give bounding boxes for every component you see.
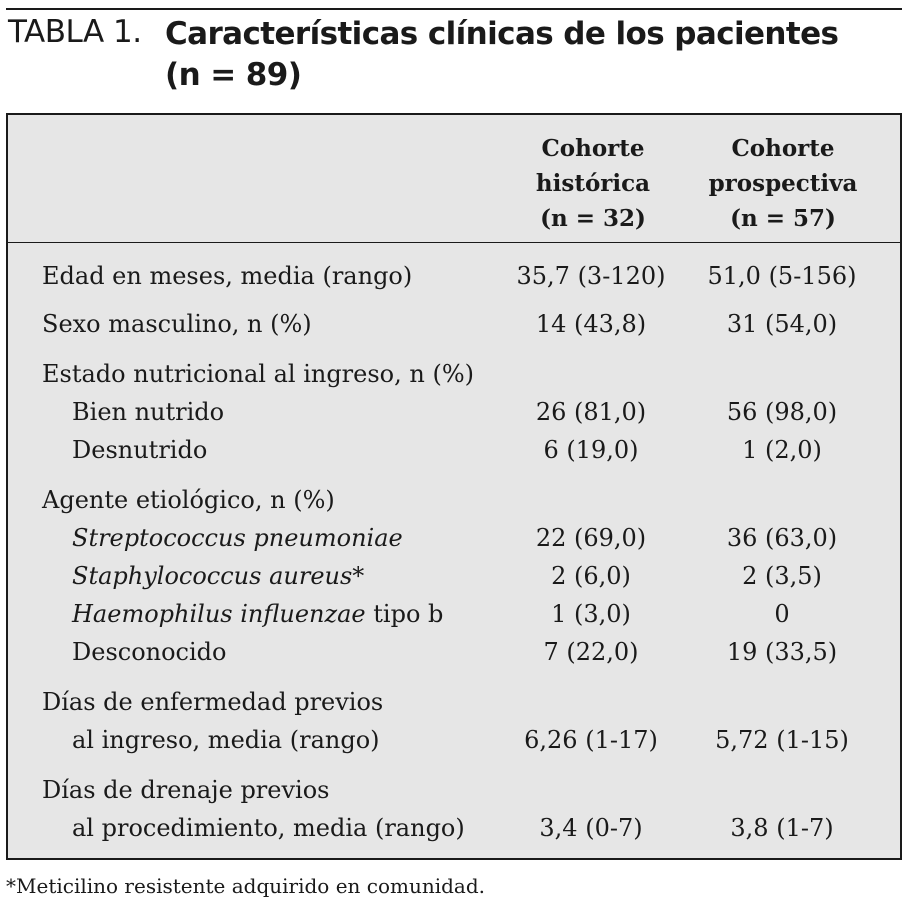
header-rule <box>8 242 900 243</box>
cell-historica: 35,7 (3-120) <box>516 262 666 290</box>
table-row <box>8 809 900 847</box>
cell-prospectiva: 3,8 (1-7) <box>730 814 834 842</box>
column-header-line: prospectiva <box>708 170 858 197</box>
table-row <box>8 257 900 295</box>
table-row-group-header <box>8 771 900 809</box>
cell-historica: 6 (19,0) <box>543 436 639 464</box>
table-title-main: Características clínicas de los pacientes <box>165 16 839 52</box>
cell-prospectiva: 19 (33,5) <box>726 638 838 666</box>
column-header-line: histórica <box>535 170 651 197</box>
top-rule <box>6 8 902 10</box>
row-label <box>72 557 364 595</box>
table-row <box>8 557 900 595</box>
cell-prospectiva: 1 (2,0) <box>742 436 822 464</box>
cell-historica: 26 (81,0) <box>535 398 647 426</box>
cell-historica: 1 (3,0) <box>551 600 631 628</box>
cell-prospectiva: 2 (3,5) <box>742 562 822 590</box>
column-header-line: (n = 32) <box>540 205 646 232</box>
table-footnote: *Meticilino resistente adquirido en comunidad. <box>6 874 486 898</box>
column-header-line: Cohorte <box>731 135 835 162</box>
cell-prospectiva: 31 (54,0) <box>726 310 838 338</box>
cell-prospectiva: 5,72 (1-15) <box>715 726 849 754</box>
row-label: Sexo masculino, n (%) <box>42 310 312 338</box>
row-label: Desconocido <box>72 638 227 666</box>
cell-historica: 14 (43,8) <box>535 310 647 338</box>
row-label: Bien nutrido <box>72 398 225 426</box>
cell-prospectiva: 0 <box>774 600 790 628</box>
column-header-historica <box>508 131 678 236</box>
table-row <box>8 431 900 469</box>
cell-historica: 2 (6,0) <box>551 562 631 590</box>
table-row <box>8 393 900 431</box>
group-label: Días de enfermedad previos <box>42 688 384 716</box>
table-number: TABLA 1. <box>8 14 142 50</box>
row-label <box>72 595 443 633</box>
table-row <box>8 633 900 671</box>
row-label: al ingreso, media (rango) <box>72 726 380 754</box>
column-header-line: Cohorte <box>541 135 645 162</box>
cell-prospectiva: 56 (98,0) <box>726 398 838 426</box>
clinical-characteristics-table <box>6 113 902 860</box>
table-row-group-header <box>8 683 900 721</box>
cell-prospectiva: 36 (63,0) <box>726 524 838 552</box>
footnote-marker: * <box>352 562 365 590</box>
column-header-prospectiva <box>698 131 868 236</box>
table-row <box>8 595 900 633</box>
column-header-line: (n = 57) <box>730 205 836 232</box>
row-label: Edad en meses, media (rango) <box>42 262 413 290</box>
group-label: Días de drenaje previos <box>42 776 330 804</box>
group-label: Estado nutricional al ingreso, n (%) <box>42 360 474 388</box>
cell-historica: 22 (69,0) <box>535 524 647 552</box>
cell-prospectiva: 51,0 (5-156) <box>707 262 857 290</box>
cell-historica: 7 (22,0) <box>543 638 639 666</box>
organism-name: Staphylococcus aureus <box>72 562 353 590</box>
cell-historica: 3,4 (0-7) <box>539 814 643 842</box>
table-header <box>8 115 900 242</box>
group-label: Agente etiológico, n (%) <box>42 486 335 514</box>
table-title <box>165 14 885 96</box>
organism-type: tipo b <box>365 600 444 628</box>
table-title-sub: (n = 89) <box>165 57 302 93</box>
table-row-group-header <box>8 355 900 393</box>
table-row <box>8 721 900 759</box>
cell-historica: 6,26 (1-17) <box>524 726 658 754</box>
table-row <box>8 519 900 557</box>
table-row <box>8 305 900 343</box>
table-row-group-header <box>8 481 900 519</box>
row-label: Desnutrido <box>72 436 208 464</box>
row-label: al procedimiento, media (rango) <box>72 814 465 842</box>
row-label: Streptococcus pneumoniae <box>72 524 403 552</box>
organism-name: Haemophilus influenzae <box>72 600 366 628</box>
